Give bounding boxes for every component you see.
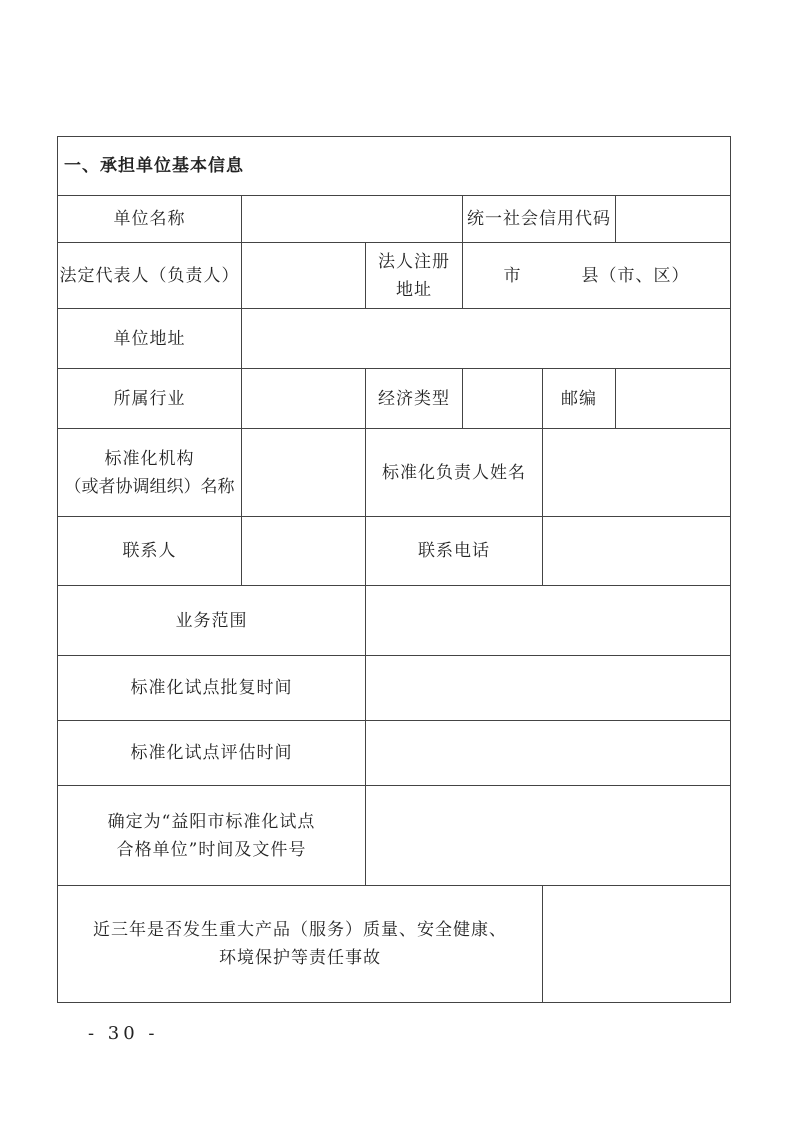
econ-type-label: 经济类型	[366, 369, 463, 429]
unit-address-label: 单位地址	[58, 309, 242, 369]
approval-time-label: 标准化试点批复时间	[58, 656, 366, 721]
county-label: 县（市、区）	[581, 265, 690, 286]
legal-rep-label: 法定代表人（负责人）	[58, 243, 242, 309]
std-org-label	[58, 429, 242, 517]
qualified-line2: 合格单位”时间及文件号	[116, 839, 307, 860]
std-head-field[interactable]	[543, 429, 731, 517]
phone-field[interactable]	[543, 517, 731, 586]
reg-address-line1: 法人注册	[378, 251, 450, 272]
qualified-field[interactable]	[366, 786, 731, 886]
credit-code-label: 统一社会信用代码	[463, 196, 616, 243]
std-org-field[interactable]	[242, 429, 366, 517]
unit-address-field[interactable]	[242, 309, 731, 369]
std-head-label: 标准化负责人姓名	[366, 429, 543, 517]
postcode-label: 邮编	[543, 369, 616, 429]
unit-name-field[interactable]	[242, 196, 463, 243]
contact-label: 联系人	[58, 517, 242, 586]
industry-label: 所属行业	[58, 369, 242, 429]
legal-rep-field[interactable]	[242, 243, 366, 309]
reg-address-field[interactable]	[463, 243, 731, 309]
basic-info-form	[57, 136, 731, 1003]
phone-label: 联系电话	[366, 517, 543, 586]
qualified-label	[58, 786, 366, 886]
section-title: 一、承担单位基本信息	[58, 137, 731, 196]
reg-address-label	[366, 243, 463, 309]
std-org-line2: （或者协调组织）名称	[64, 476, 235, 497]
industry-field[interactable]	[242, 369, 366, 429]
eval-time-label: 标准化试点评估时间	[58, 721, 366, 786]
approval-time-field[interactable]	[366, 656, 731, 721]
accident-line2: 环境保护等责任事故	[219, 948, 381, 968]
scope-field[interactable]	[366, 586, 731, 656]
city-label: 市	[503, 265, 522, 286]
credit-code-field[interactable]	[616, 196, 731, 243]
qualified-line1: 确定为“益阳市标准化试点	[107, 811, 316, 832]
econ-type-field[interactable]	[463, 369, 543, 429]
accident-field[interactable]	[543, 886, 731, 1003]
scope-label: 业务范围	[58, 586, 366, 656]
postcode-field[interactable]	[616, 369, 731, 429]
eval-time-field[interactable]	[366, 721, 731, 786]
unit-name-label: 单位名称	[58, 196, 242, 243]
reg-address-line2: 地址	[396, 279, 432, 300]
page-number: - 30 -	[88, 1023, 159, 1044]
accident-line1: 近三年是否发生重大产品（服务）质量、安全健康、	[93, 920, 507, 940]
std-org-line1: 标准化机构	[104, 448, 195, 469]
contact-field[interactable]	[242, 517, 366, 586]
accident-label	[58, 886, 543, 1003]
